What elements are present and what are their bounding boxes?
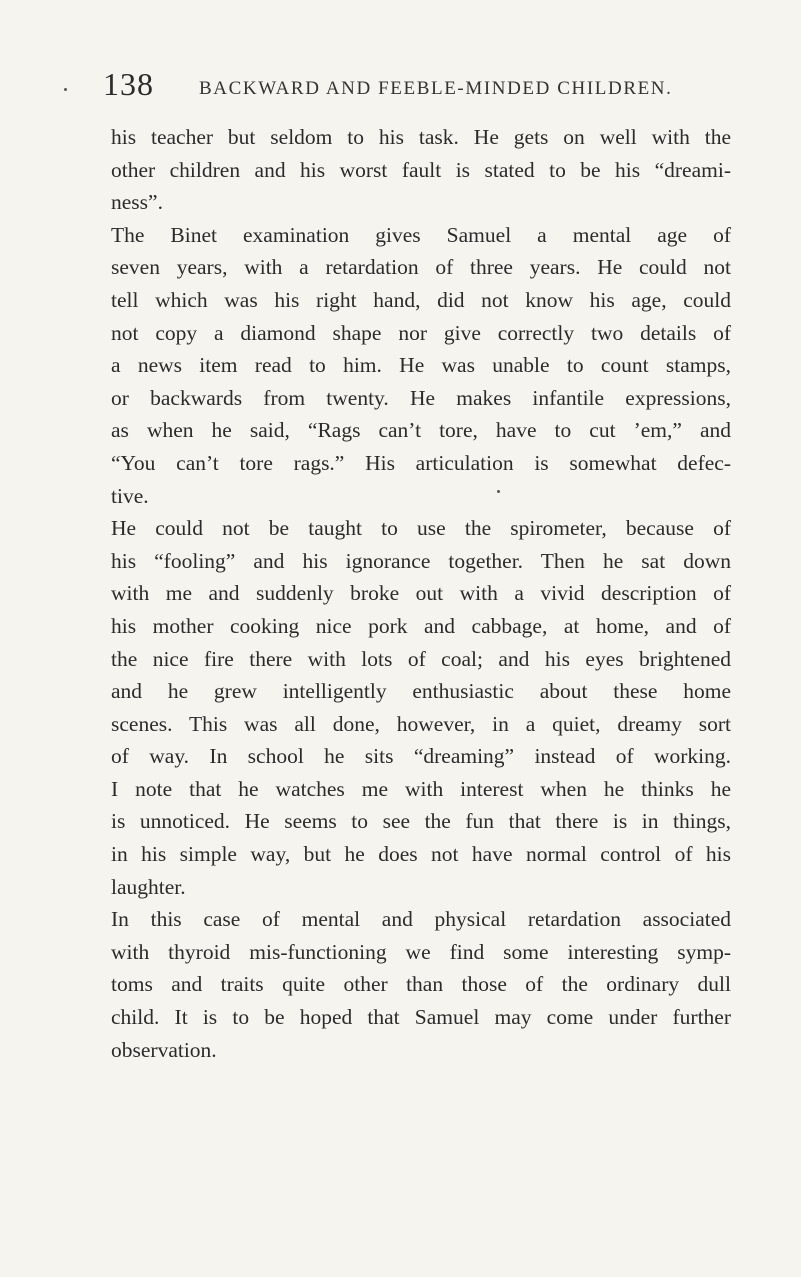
text-line: his “fooling” and his ignorance together. Then he sat down [111,548,731,573]
text-line: in his simple way, but he does not have normal control of his [111,842,731,867]
paragraph-4 [111,903,731,1066]
text-line: a news item read to him. He was unable to count stamps, [111,353,731,378]
text-line: laughter. [111,874,186,899]
text-line: ness”. [111,190,163,215]
text-line: as when he said, “Rags can’t tore, have to cut ’em,” and [111,418,731,443]
text-line: the nice fire there with lots of coal; and his eyes brightened [111,646,731,671]
paragraph-1 [111,121,731,219]
paragraph-3 [111,512,731,903]
text-line: observation. [111,1037,217,1062]
text-line: seven years, with a retardation of three years. He could not [111,255,731,280]
page-number: 138 [103,66,154,102]
text-line: tell which was his right hand, did not know his age, could [111,287,731,312]
page-header [103,66,743,106]
text-line: The Binet examination gives Samuel a mental age of [111,222,731,247]
text-line: He could not be taught to use the spirometer, because of [111,516,731,541]
text-line: and he grew intelligently enthusiastic about these home [111,679,731,704]
text-line: not copy a diamond shape nor give correctly two details of [111,320,731,345]
body-text [111,121,731,1066]
running-head: BACKWARD AND FEEBLE-MINDED CHILDREN. [199,78,673,99]
text-line: scenes. This was all done, however, in a quiet, dreamy sort [111,711,731,736]
text-line: with thyroid mis-functioning we find some interesting symp- [111,939,731,964]
paragraph-2 [111,219,731,512]
text-line: toms and traits quite other than those of the ordinary dull [111,972,731,997]
text-line: other children and his worst fault is stated to be his “dreami- [111,157,731,182]
text-line: child. It is to be hoped that Samuel may come under further [111,1005,731,1030]
text-line: his mother cooking nice pork and cabbage, at home, and of [111,613,731,638]
text-line: with me and suddenly broke out with a vivid description of [111,581,731,606]
text-line: tive. [111,483,149,508]
text-line: “You can’t tore rags.” His articulation is somewhat defec- [111,450,731,475]
margin-dot [64,88,67,91]
text-line: In this case of mental and physical retardation associated [111,907,731,932]
text-line: is unnoticed. He seems to see the fun that there is in things, [111,809,731,834]
text-line: of way. In school he sits “dreaming” instead of working. [111,744,731,769]
text-line: I note that he watches me with interest when he thinks he [111,776,731,801]
text-line: or backwards from twenty. He makes infantile expressions, [111,385,731,410]
text-line: his teacher but seldom to his task. He gets on well with the [111,125,731,149]
